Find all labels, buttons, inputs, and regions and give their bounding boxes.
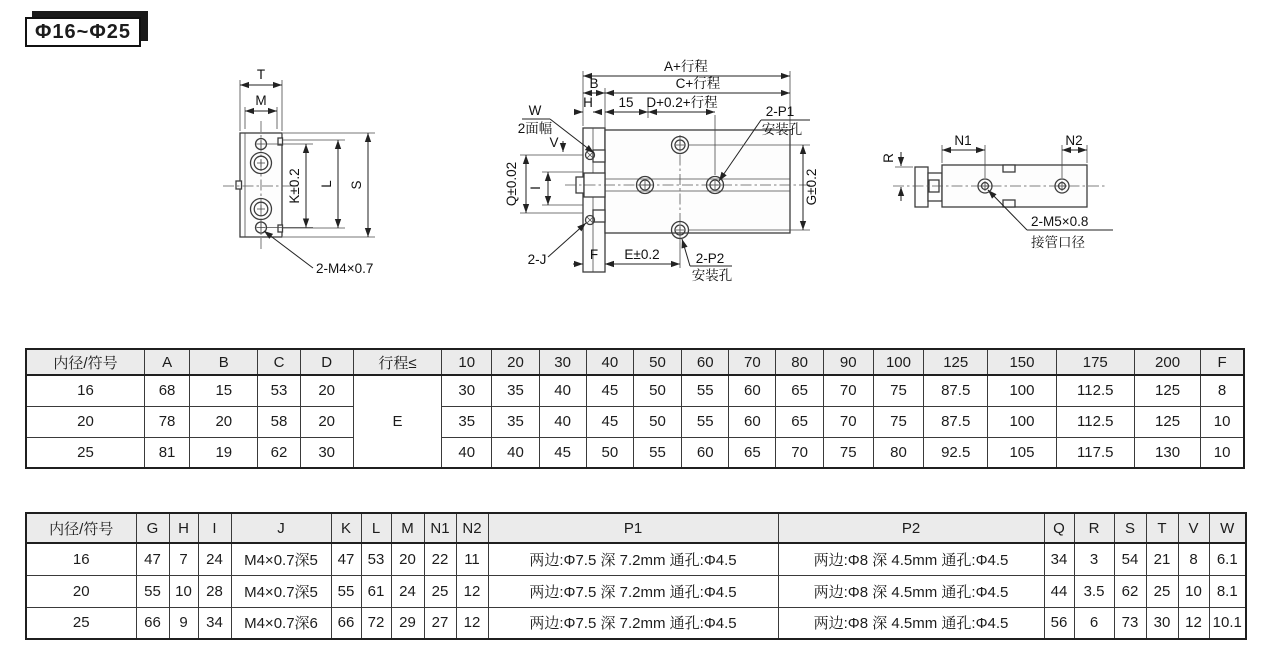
dim-label-r: R [881,153,896,163]
data-cell: 47 [136,543,169,575]
data-cell: 12 [456,575,488,607]
data-cell: 8 [1201,375,1244,406]
data-cell: 16 [26,375,144,406]
header-cell: A [144,349,189,375]
data-cell: 8 [1178,543,1209,575]
data-cell: 35 [492,375,539,406]
header-cell: I [198,513,231,543]
dim-label-s: S [349,180,364,190]
data-cell: 65 [776,375,823,406]
header-cell: 80 [776,349,823,375]
data-cell: 87.5 [924,375,988,406]
data-cell: 50 [633,406,681,437]
data-cell: 24 [391,575,424,607]
data-cell: 92.5 [924,437,988,468]
data-cell: 61 [361,575,391,607]
dim-label-t: T [256,67,266,82]
data-cell: M4×0.7深5 [231,575,331,607]
data-cell: 20 [26,575,136,607]
left-view-drawing [175,55,405,295]
data-cell: 62 [1114,575,1146,607]
table-row [26,575,1246,607]
header-cell: 内径/符号 [26,513,136,543]
data-cell: 25 [424,575,456,607]
header-cell: C [258,349,300,375]
w-callout-line1: W [528,103,542,118]
table-header-row [26,513,1246,543]
header-cell: 40 [586,349,633,375]
data-cell: 30 [1146,607,1178,639]
header-cell: L [361,513,391,543]
dim-label-n1: N1 [954,133,972,148]
data-cell: 6.1 [1209,543,1246,575]
data-cell: 66 [136,607,169,639]
p1-callout-line1: 2-P1 [765,104,795,119]
dim-label-b: B [589,76,599,91]
data-cell: 3 [1074,543,1114,575]
data-cell: 7 [169,543,198,575]
data-cell: 80 [873,437,923,468]
header-cell: 30 [539,349,586,375]
data-cell: 62 [258,437,300,468]
header-cell: G [136,513,169,543]
data-cell: 40 [539,375,586,406]
data-cell: 112.5 [1056,406,1134,437]
dim-label-q: Q±0.02 [504,161,519,207]
table-header-row [26,349,1244,375]
data-cell: 125 [1134,406,1200,437]
table-row [26,437,1244,468]
data-cell: 20 [26,406,144,437]
header-cell: 60 [682,349,729,375]
header-cell: 行程≤ [353,349,441,375]
header-cell: D [300,349,353,375]
data-cell: 75 [823,437,873,468]
dim-label-n2: N2 [1065,133,1083,148]
side-view-drawing [865,100,1145,270]
dimension-table-stroke [25,348,1245,469]
data-cell: 两边:Φ7.5 深 7.2mm 通孔:Φ4.5 [488,543,778,575]
data-cell: 10 [169,575,198,607]
data-cell: 40 [492,437,539,468]
data-cell: 16 [26,543,136,575]
header-cell: 150 [988,349,1056,375]
header-cell: R [1074,513,1114,543]
data-cell: 70 [823,375,873,406]
data-cell: 24 [198,543,231,575]
data-cell: 12 [456,607,488,639]
data-cell: 35 [442,406,492,437]
data-cell: 27 [424,607,456,639]
data-cell: 两边:Φ8 深 4.5mm 通孔:Φ4.5 [778,543,1044,575]
data-cell: 40 [539,406,586,437]
data-cell: 58 [258,406,300,437]
header-cell: B [190,349,258,375]
data-cell: 9 [169,607,198,639]
data-cell: 65 [776,406,823,437]
front-view-drawing [480,55,845,305]
data-cell: 10 [1201,437,1244,468]
port-callout-line2: 接管口径 [1031,235,1085,250]
table-row [26,375,1244,406]
header-cell: 70 [729,349,776,375]
data-cell: 70 [776,437,823,468]
data-cell: 20 [300,406,353,437]
page-title: Φ16~Φ25 [25,17,141,47]
header-cell: 100 [873,349,923,375]
dimension-table-detail [25,512,1247,640]
data-cell: 55 [331,575,361,607]
data-cell: 60 [682,437,729,468]
header-cell: P2 [778,513,1044,543]
data-cell: 25 [26,607,136,639]
dim-label-a: A+行程 [664,59,708,74]
data-cell: 两边:Φ7.5 深 7.2mm 通孔:Φ4.5 [488,607,778,639]
data-cell: 8.1 [1209,575,1246,607]
data-cell: 10.1 [1209,607,1246,639]
data-cell: 30 [442,375,492,406]
data-cell: 45 [586,406,633,437]
dim-label-l: L [319,180,334,188]
j-callout-label: 2-J [527,252,547,267]
data-cell: 34 [198,607,231,639]
header-cell: 175 [1056,349,1134,375]
dim-label-d: D+0.2+行程 [646,95,718,110]
header-cell: T [1146,513,1178,543]
data-cell: 34 [1044,543,1074,575]
header-cell: N1 [424,513,456,543]
data-cell: 28 [198,575,231,607]
dim-label-v: V [549,135,559,150]
data-cell: 40 [442,437,492,468]
data-cell: 78 [144,406,189,437]
dim-label-h: H [583,95,593,110]
data-cell: 21 [1146,543,1178,575]
p2-callout-line2: 安装孔 [691,268,733,283]
data-cell: 60 [729,375,776,406]
thread-callout-label: 2-M4×0.7 [316,261,374,276]
header-cell: 200 [1134,349,1200,375]
data-cell: 105 [988,437,1056,468]
data-cell: 29 [391,607,424,639]
data-cell: 100 [988,375,1056,406]
data-cell: 66 [331,607,361,639]
data-cell: 75 [873,406,923,437]
data-cell: M4×0.7深6 [231,607,331,639]
data-cell: 53 [258,375,300,406]
data-cell: 19 [190,437,258,468]
header-cell: 20 [492,349,539,375]
data-cell: 54 [1114,543,1146,575]
header-cell: F [1201,349,1244,375]
dim-label-f: F [589,247,599,262]
header-cell: M [391,513,424,543]
data-cell: 两边:Φ7.5 深 7.2mm 通孔:Φ4.5 [488,575,778,607]
data-cell: 72 [361,607,391,639]
header-cell: S [1114,513,1146,543]
data-cell: 112.5 [1056,375,1134,406]
data-cell: 47 [331,543,361,575]
data-cell: 10 [1201,406,1244,437]
data-cell: 68 [144,375,189,406]
table-row [26,406,1244,437]
data-cell: 45 [539,437,586,468]
data-cell: 75 [873,375,923,406]
data-cell: 81 [144,437,189,468]
data-cell: 65 [729,437,776,468]
data-cell: 20 [190,406,258,437]
data-cell: 20 [300,375,353,406]
data-cell: 15 [190,375,258,406]
data-cell: 56 [1044,607,1074,639]
data-cell: 12 [1178,607,1209,639]
merged-e-cell: E [353,375,441,468]
header-cell: 50 [633,349,681,375]
data-cell: 73 [1114,607,1146,639]
dim-label-15: 15 [618,95,634,110]
data-cell: 55 [682,375,729,406]
dim-label-i: I [528,186,543,190]
data-cell: 55 [136,575,169,607]
data-cell: 25 [26,437,144,468]
port-callout-line1: 2-M5×0.8 [1031,214,1089,229]
data-cell: 两边:Φ8 深 4.5mm 通孔:Φ4.5 [778,607,1044,639]
p2-callout-line1: 2-P2 [695,251,725,266]
dim-label-e: E±0.2 [624,247,660,262]
data-cell: 60 [729,406,776,437]
header-cell: V [1178,513,1209,543]
header-cell: H [169,513,198,543]
dim-label-k: K±0.2 [287,168,302,204]
data-cell: M4×0.7深5 [231,543,331,575]
header-cell: W [1209,513,1246,543]
data-cell: 55 [633,437,681,468]
header-cell: N2 [456,513,488,543]
header-cell: K [331,513,361,543]
dim-label-m: M [255,93,267,108]
data-cell: 30 [300,437,353,468]
data-cell: 22 [424,543,456,575]
header-cell: 10 [442,349,492,375]
data-cell: 50 [633,375,681,406]
data-cell: 11 [456,543,488,575]
header-cell: 90 [823,349,873,375]
data-cell: 87.5 [924,406,988,437]
header-cell: P1 [488,513,778,543]
header-cell: Q [1044,513,1074,543]
data-cell: 55 [682,406,729,437]
data-cell: 50 [586,437,633,468]
data-cell: 10 [1178,575,1209,607]
header-cell: 内径/符号 [26,349,144,375]
p1-callout-line2: 安装孔 [761,122,803,137]
data-cell: 25 [1146,575,1178,607]
table-row [26,607,1246,639]
w-callout-line2: 2面幅 [517,121,553,136]
data-cell: 53 [361,543,391,575]
dim-label-c: C+行程 [675,76,721,91]
header-cell: 125 [924,349,988,375]
dim-label-g: G±0.2 [804,168,819,206]
data-cell: 70 [823,406,873,437]
data-cell: 45 [586,375,633,406]
data-cell: 6 [1074,607,1114,639]
data-cell: 100 [988,406,1056,437]
data-cell: 20 [391,543,424,575]
header-cell: J [231,513,331,543]
data-cell: 35 [492,406,539,437]
data-cell: 3.5 [1074,575,1114,607]
data-cell: 130 [1134,437,1200,468]
data-cell: 117.5 [1056,437,1134,468]
data-cell: 44 [1044,575,1074,607]
table-row [26,543,1246,575]
data-cell: 两边:Φ8 深 4.5mm 通孔:Φ4.5 [778,575,1044,607]
data-cell: 125 [1134,375,1200,406]
